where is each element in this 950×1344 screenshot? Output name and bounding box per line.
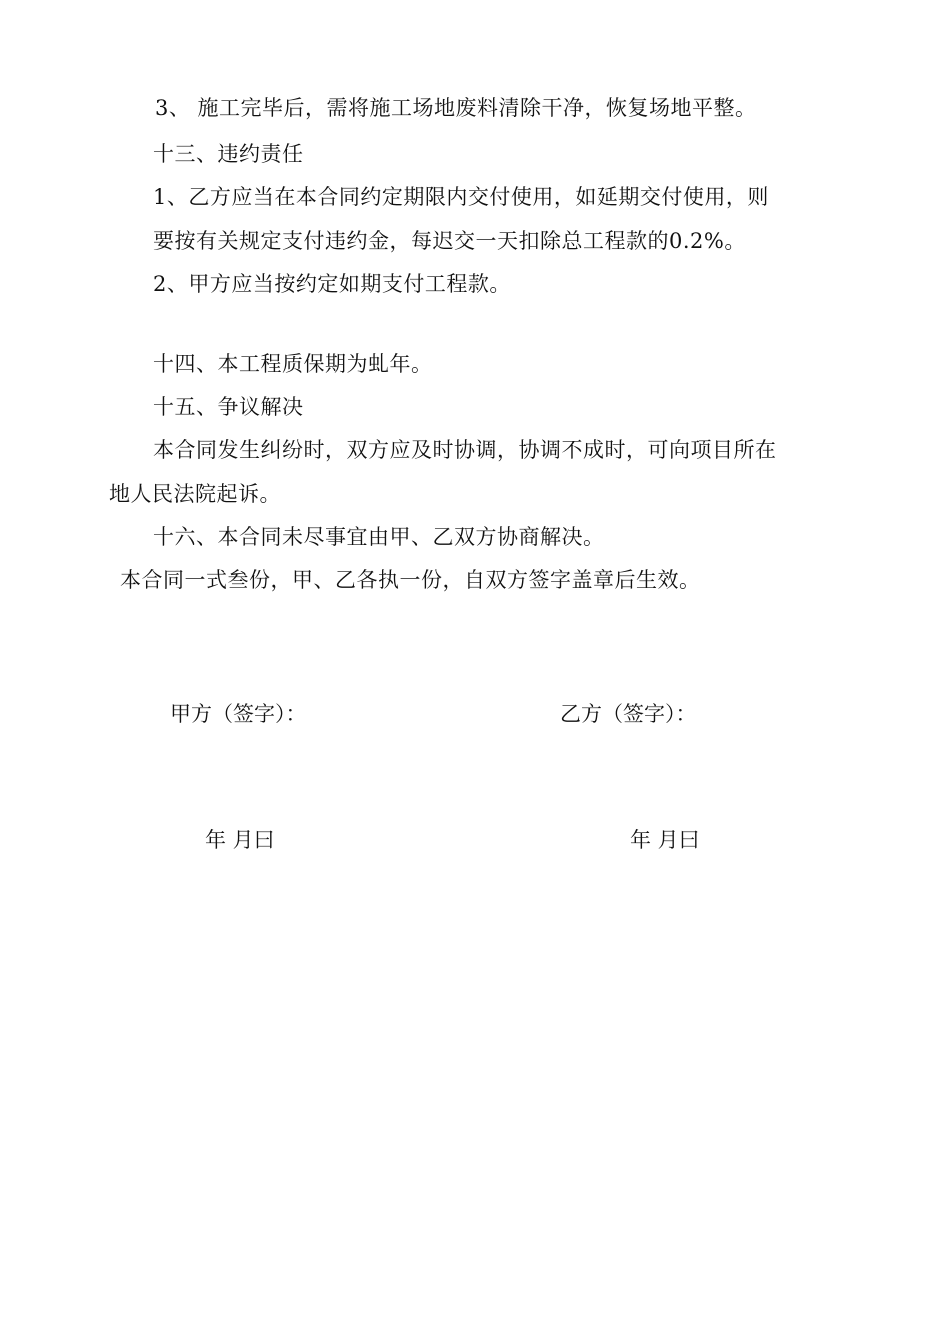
party-a-date: 年 月曰 bbox=[205, 828, 275, 852]
party-b-signature-label: 乙方（签字）： bbox=[560, 702, 697, 726]
clause-15-text-continued: 地人民法院起诉。 bbox=[109, 482, 281, 506]
party-b-date: 年 月曰 bbox=[630, 828, 700, 852]
clause-15-text: 本合同发生纠纷时，双方应及时协调，协调不成时，可向项目所在 bbox=[153, 438, 777, 462]
section-16-heading: 十六、本合同未尽事宜由甲、乙双方协商解决。 bbox=[153, 525, 605, 549]
clause-13-item-2: 2、甲方应当按约定如期支付工程款。 bbox=[153, 272, 511, 296]
clause-13-item-3: 3、 施工完毕后，需将施工场地废料清除干净，恢复场地平整。 bbox=[155, 96, 757, 120]
clause-13-item-1-continued: 要按有关规定支付违约金，每迟交一天扣除总工程款的0.2%。 bbox=[153, 229, 746, 253]
section-14-heading: 十四、本工程质保期为虬年。 bbox=[153, 352, 433, 376]
copies-clause: 本合同一式叁份，甲、乙各执一份，自双方签字盖章后生效。 bbox=[120, 568, 701, 592]
section-13-heading: 十三、违约责任 bbox=[153, 142, 304, 166]
party-a-signature-label: 甲方（签字）： bbox=[170, 702, 307, 726]
clause-13-item-1: 1、乙方应当在本合同约定期限内交付使用，如延期交付使用，则 bbox=[153, 185, 769, 209]
section-15-heading: 十五、争议解决 bbox=[153, 395, 304, 419]
